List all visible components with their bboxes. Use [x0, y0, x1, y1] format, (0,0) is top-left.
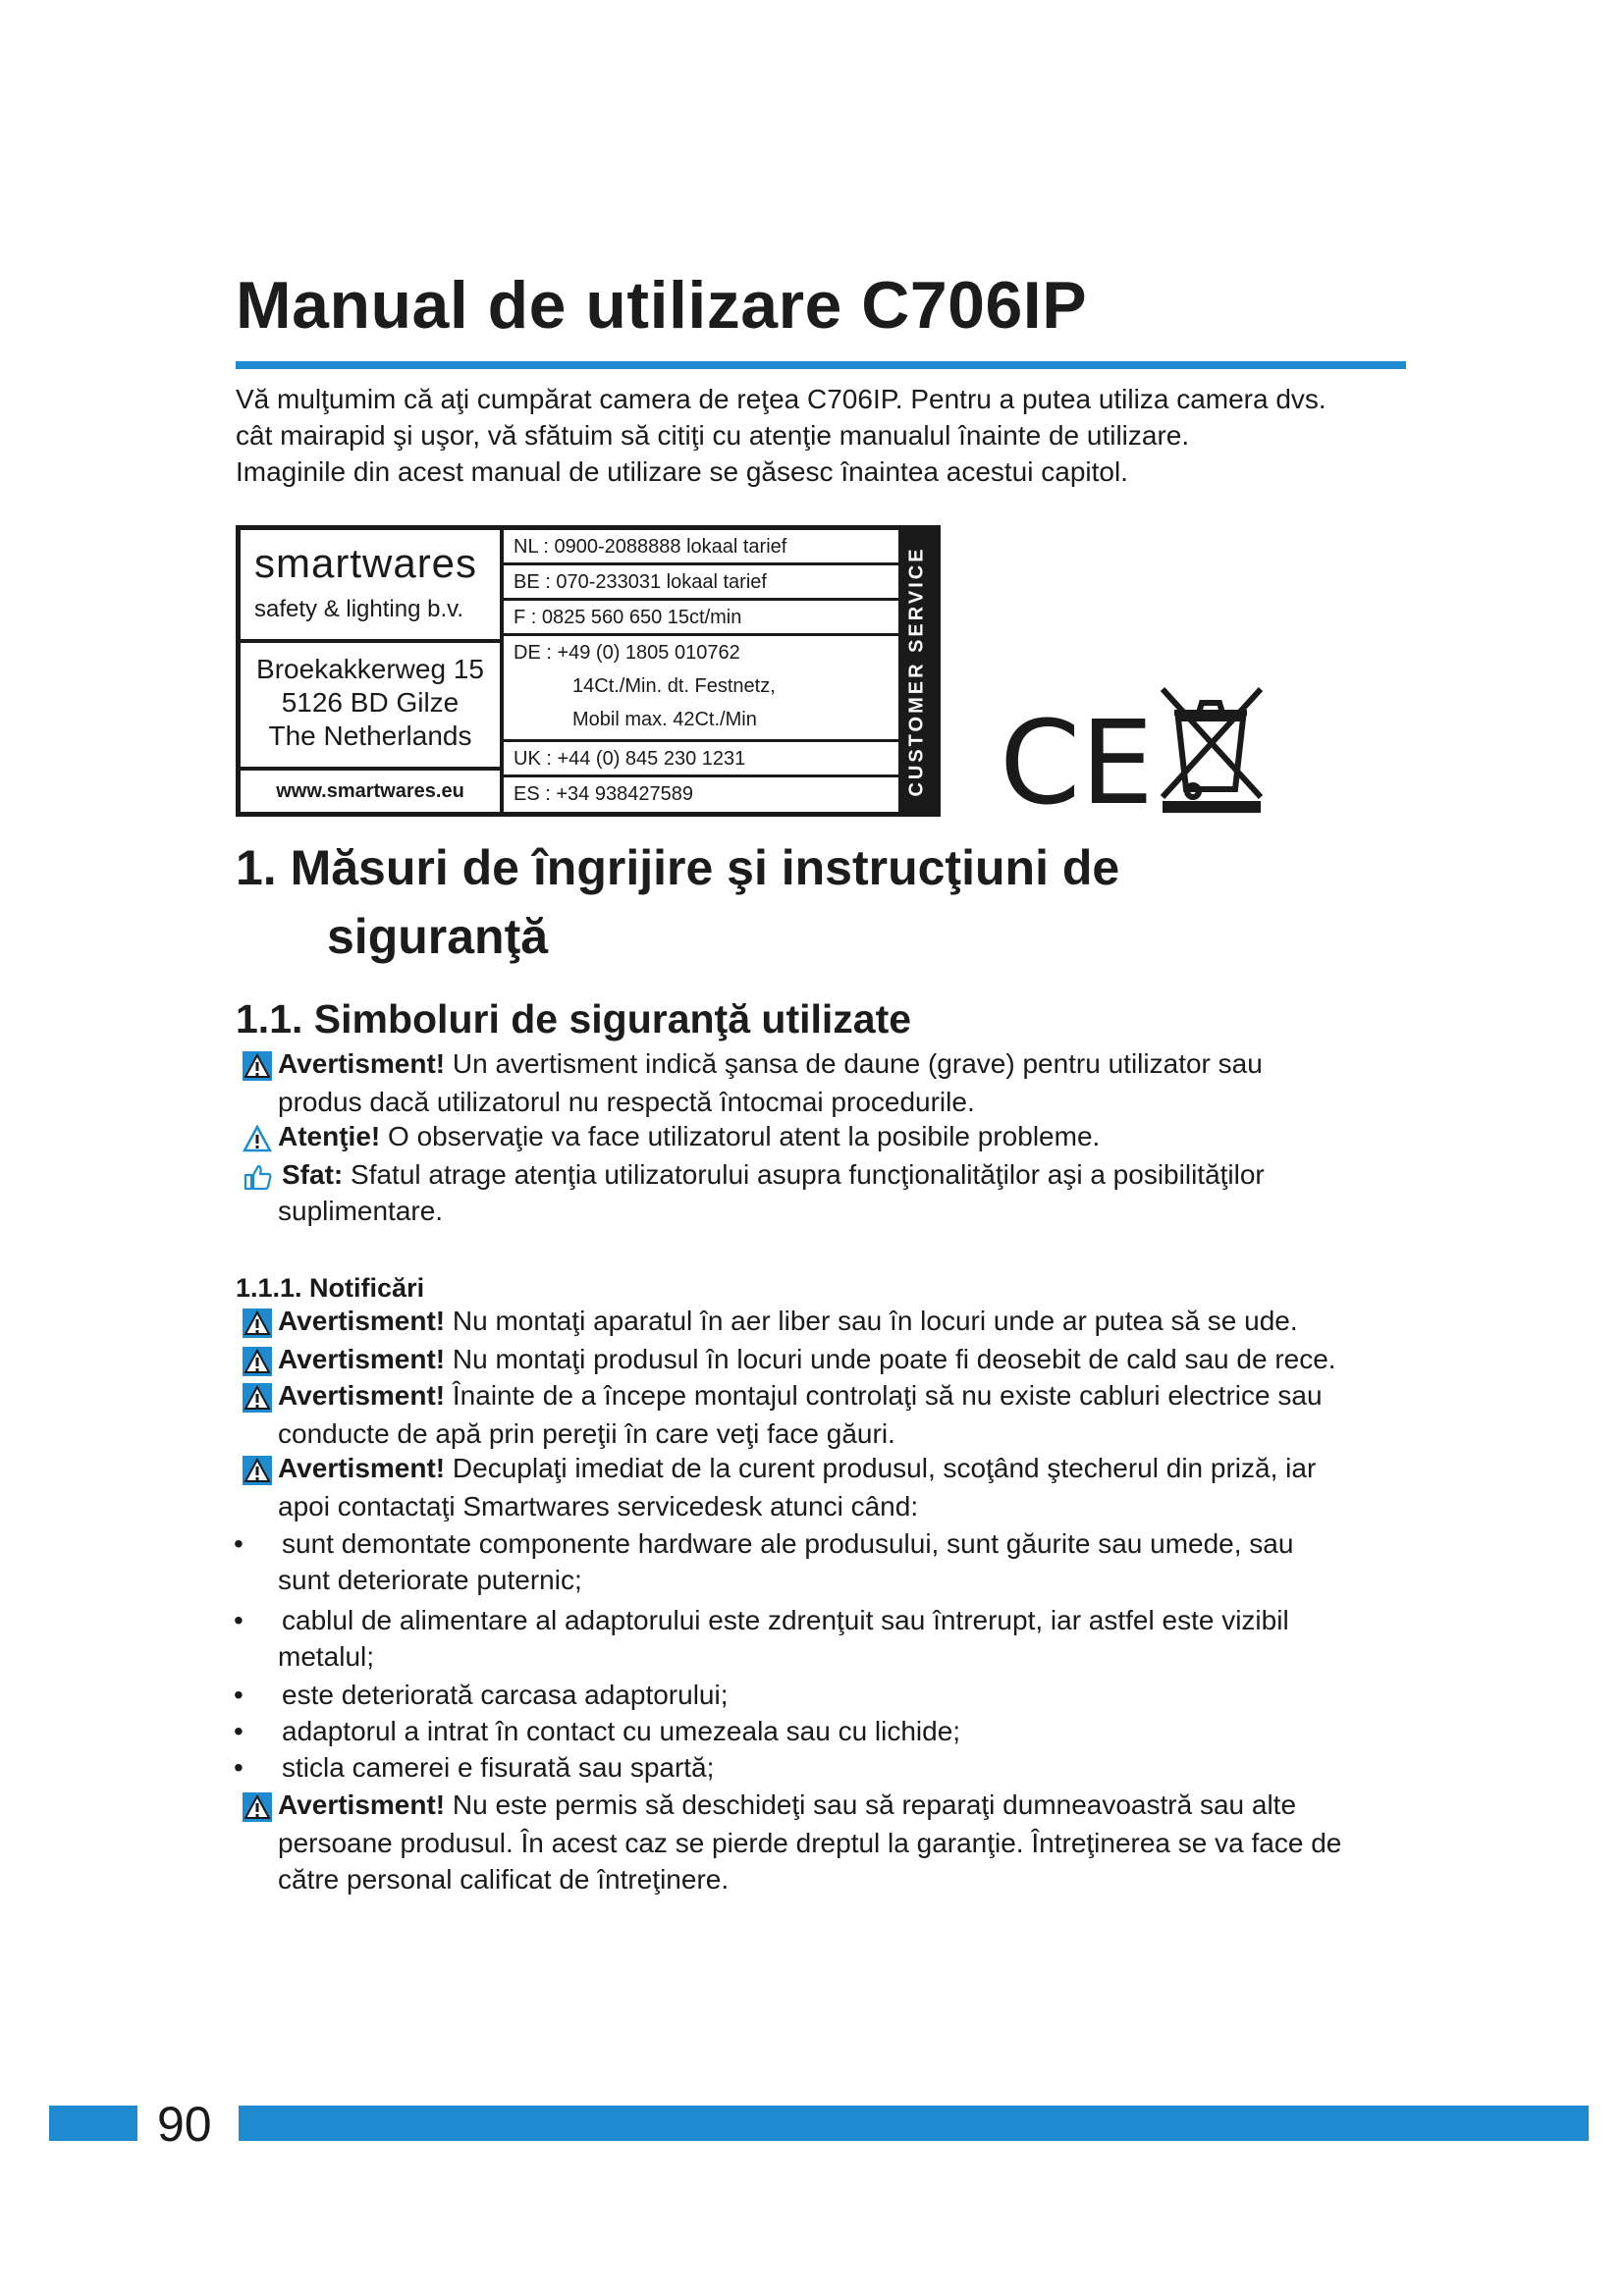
- warning-icon: [243, 1051, 272, 1081]
- caution-icon: [243, 1124, 272, 1153]
- footer-bar-left: [49, 2106, 137, 2141]
- intro-line: Imaginile din acest manual de utilizare se găsesc înaintea acestui capitol.: [236, 456, 1128, 487]
- section-1-heading-cont: siguranţă: [327, 909, 549, 964]
- list-item: adaptorul a intrat în contact cu umezeala sau cu lichide;: [282, 1716, 961, 1746]
- list-item-cont: sunt deteriorate puternic;: [278, 1565, 582, 1595]
- brand-subtitle: safety & lighting b.v.: [254, 596, 463, 622]
- thumbs-up-icon: [243, 1162, 272, 1192]
- warning-definition: [278, 1048, 1263, 1080]
- notification-warning: [278, 1380, 1323, 1412]
- warning-text: Un avertisment indică şansa de daune (grave) pentru utilizator sau: [445, 1048, 1263, 1079]
- brand-box: [241, 530, 500, 643]
- section-1-1-heading: 1.1. Simboluri de siguranţă utilizate: [236, 996, 912, 1041]
- bullet-marker: •: [234, 1528, 244, 1559]
- warning-text-cont: persoane produsul. În acest caz se pierde dreptul la garanţie. Întreţinerea se va face de: [278, 1828, 1342, 1858]
- section-1-heading: 1. Măsuri de îngrijire şi instrucţiuni de: [236, 840, 1120, 895]
- list-item: sticla camerei e fisurată sau spartă;: [282, 1752, 715, 1783]
- warning-text-cont: produs dacă utilizatorul nu respectă întocmai procedurile.: [278, 1087, 975, 1117]
- phone-be: BE : 070-233031 lokaal tarief: [504, 565, 898, 601]
- warning-text: Nu montaţi aparatul în aer liber sau în locuri unde ar putea să se ude.: [445, 1306, 1298, 1336]
- brand-name: smartwares: [254, 540, 478, 586]
- phone-de-line: DE : +49 (0) 1805 010762: [514, 642, 740, 664]
- warning-label: Avertisment!: [278, 1306, 446, 1336]
- tip-text: Sfatul atrage atenţia utilizatorului asupra funcţionalităţilor aşi a posibilităţilor: [343, 1159, 1265, 1190]
- warning-icon: [243, 1456, 272, 1485]
- notification-warning: [278, 1344, 1336, 1375]
- warning-text-cont: apoi contactaţi Smartwares servicedesk atunci când:: [278, 1491, 919, 1522]
- warning-text-cont: către personal calificat de întreţinere.: [278, 1864, 730, 1895]
- warning-label: Avertisment!: [278, 1344, 446, 1374]
- warning-label: Avertisment!: [278, 1453, 446, 1483]
- phone-nl: NL : 0900-2088888 lokaal tarief: [504, 530, 898, 565]
- ce-mark: CE: [1000, 695, 1154, 815]
- warning-text: Nu este permis să deschideţi sau să reparaţi dumneavoastră sau alte: [445, 1789, 1297, 1820]
- customer-service-label: [898, 530, 936, 812]
- weee-bar: [1163, 801, 1261, 813]
- tip-label: Sfat:: [282, 1159, 344, 1190]
- intro-line: Vă mulţumim că aţi cumpărat camera de reţea C706IP. Pentru a putea utiliza camera dvs.: [236, 384, 1326, 414]
- page-title: Manual de utilizare C706IP: [236, 268, 1088, 343]
- address-line: Broekakkerweg 15: [256, 654, 484, 684]
- warning-text: Nu montaţi produsul în locuri unde poate fi deosebit de cald sau de rece.: [445, 1344, 1336, 1374]
- warning-icon: [243, 1308, 272, 1338]
- bullet-marker: •: [234, 1716, 244, 1746]
- phone-uk: UK : +44 (0) 845 230 1231: [504, 742, 898, 777]
- warning-icon: [243, 1347, 272, 1376]
- list-item: este deteriorată carcasa adaptorului;: [282, 1680, 729, 1710]
- intro-line: cât mairapid şi uşor, vă sfătuim să citiţi cu atenţie manualul înainte de utilizare.: [236, 420, 1190, 451]
- caution-text: O observaţie va face utilizatorul atent la posibile probleme.: [380, 1121, 1101, 1151]
- notification-warning: [278, 1789, 1296, 1821]
- phone-de-line: 14Ct./Min. dt. Festnetz,: [572, 675, 776, 697]
- notification-warning: [278, 1453, 1316, 1484]
- warning-text: Decuplaţi imediat de la curent produsul, scoţând ştecherul din priză, iar: [445, 1453, 1317, 1483]
- tip-text-cont: suplimentare.: [278, 1196, 444, 1226]
- warning-icon: [243, 1383, 272, 1413]
- notification-warning: [278, 1306, 1298, 1337]
- warning-text-cont: conducte de apă prin pereţii în care veţi face găuri.: [278, 1418, 895, 1449]
- certification-marks: [1000, 677, 1265, 815]
- address-line: 5126 BD Gilze: [281, 687, 460, 718]
- phone-de: [504, 636, 898, 742]
- warning-text: Înainte de a începe montajul controlaţi să nu existe cabluri electrice sau: [445, 1380, 1323, 1411]
- warning-label: Avertisment!: [278, 1048, 446, 1079]
- company-column: [241, 530, 504, 812]
- bullet-marker: •: [234, 1752, 244, 1783]
- bullet-marker: •: [234, 1605, 244, 1635]
- phone-list: [504, 530, 898, 812]
- list-item: sunt demontate componente hardware ale produsului, sunt găurite sau umede, sau: [282, 1528, 1294, 1559]
- title-rule: [236, 361, 1406, 369]
- list-item: cablul de alimentare al adaptorului este zdrenţuit sau întrerupt, iar astfel este vizibil: [282, 1605, 1289, 1635]
- company-address: [241, 643, 500, 771]
- warning-label: Avertisment!: [278, 1380, 446, 1411]
- warning-label: Avertisment!: [278, 1789, 446, 1820]
- phone-es: ES : +34 938427589: [514, 783, 693, 805]
- page-number: 90: [157, 2097, 212, 2152]
- side-label: CUSTOMER SERVICE: [905, 545, 928, 797]
- address-line: The Netherlands: [268, 721, 472, 751]
- section-1-1-1-heading: 1.1.1. Notificări: [236, 1273, 425, 1303]
- list-item-cont: metalul;: [278, 1641, 375, 1672]
- intro-paragraph: [236, 381, 1414, 490]
- bullet-marker: •: [234, 1680, 244, 1710]
- website: www.smartwares.eu: [276, 780, 464, 802]
- phone-f: F : 0825 560 650 15ct/min: [504, 601, 898, 636]
- weee-bin-icon: [1163, 689, 1261, 797]
- caution-definition: [278, 1121, 1100, 1152]
- phone-de-line: Mobil max. 42Ct./Min: [572, 709, 757, 730]
- tip-definition: [282, 1159, 1265, 1191]
- caution-label: Atenţie!: [278, 1121, 381, 1151]
- footer-bar-right: [239, 2106, 1589, 2141]
- warning-icon: [243, 1792, 272, 1822]
- customer-service-card: [236, 525, 941, 817]
